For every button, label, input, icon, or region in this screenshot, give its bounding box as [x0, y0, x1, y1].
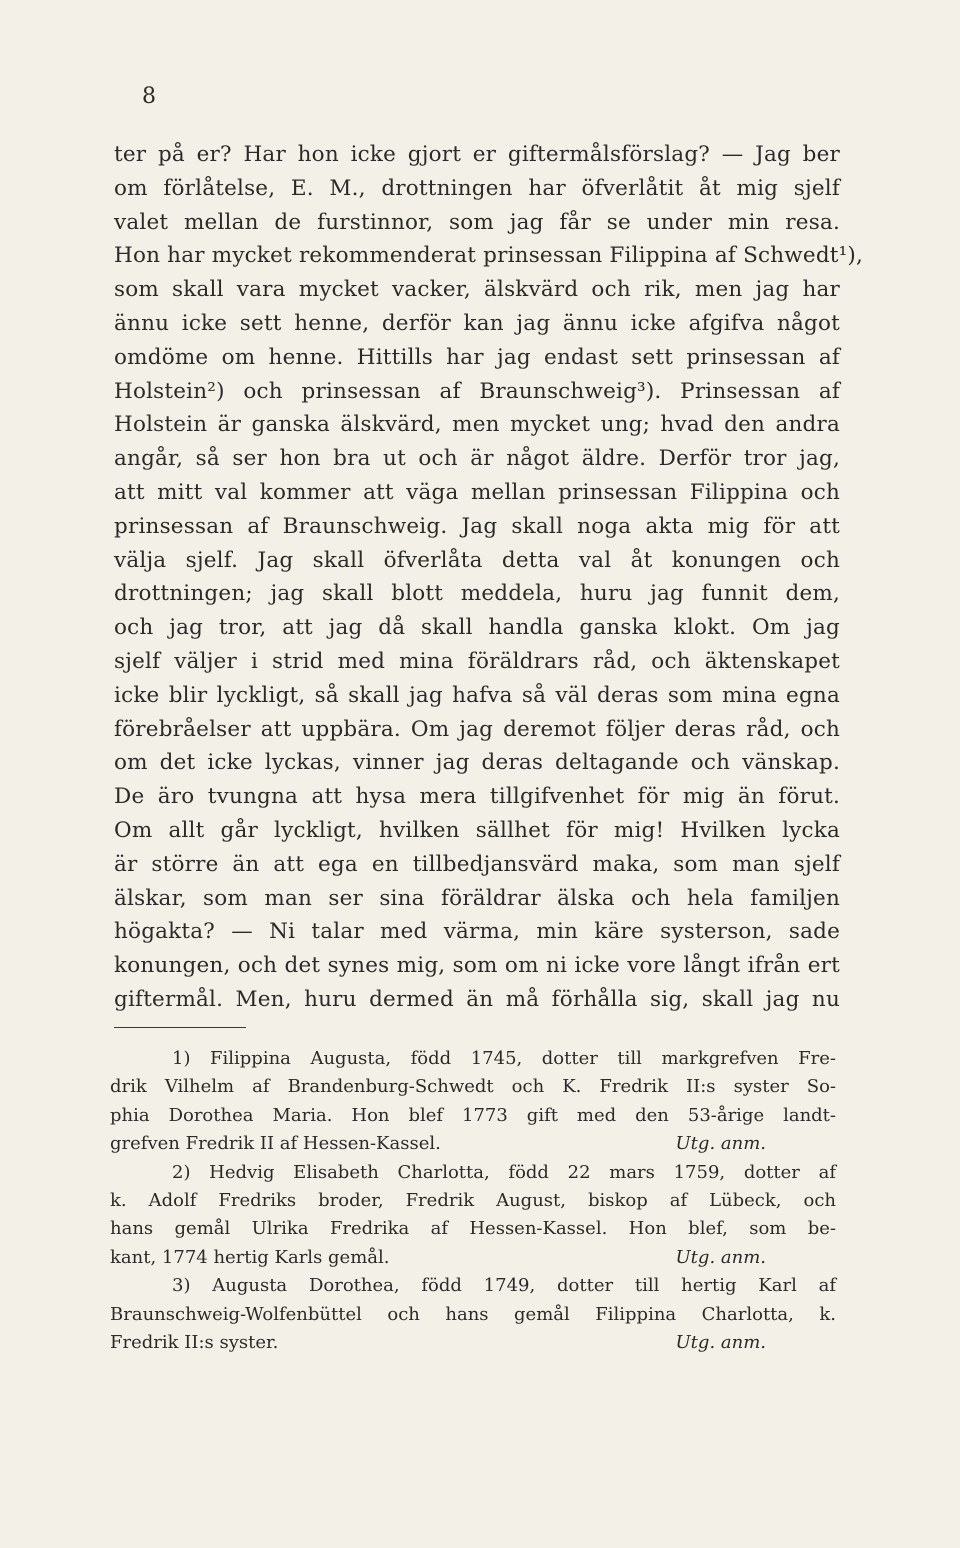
body-line: välja sjelf. Jag skall öfverlåta detta val åt konungen och	[114, 547, 840, 573]
footnote-text: grefven Fredrik II af Hessen-Kassel.	[110, 1133, 441, 1155]
footnote-line	[110, 1130, 836, 1158]
editor-note: Utg. anm.	[675, 1246, 766, 1268]
body-line: att mitt val kommer att väga mellan prinsessan Filippina och	[114, 479, 840, 505]
body-line: som skall vara mycket vacker, älskvärd och rik, men jag har	[114, 277, 840, 303]
footnote-divider	[114, 1027, 246, 1028]
body-line: Hon har mycket rekommenderat prinsessan Filippina af Schwedt¹),	[114, 243, 864, 269]
footnote-3	[110, 1272, 836, 1357]
footnote-line: k. Adolf Fredriks broder, Fredrik August, biskop af Lübeck, och	[110, 1189, 836, 1211]
body-line: och jag tror, att jag då skall handla ganska klokt. Om jag	[114, 615, 840, 641]
body-line: konungen, och det synes mig, som om ni icke vore långt ifrån ert	[114, 953, 840, 979]
body-line: Holstein är ganska älskvärd, men mycket ung; hvad den andra	[114, 412, 840, 438]
footnote-line: Braunschweig-Wolfenbüttel och hans gemål Filippina Charlotta, k.	[110, 1303, 836, 1325]
body-line: högakta? — Ni talar med värma, min käre systerson, sade	[114, 919, 840, 945]
footnote-line: drik Vilhelm af Brandenburg-Schwedt och K. Fredrik II:s syster So-	[110, 1076, 836, 1098]
body-line: Om allt går lyckligt, hvilken sällhet för mig! Hvilken lycka	[114, 817, 840, 843]
body-line: förebråelser att uppbära. Om jag deremot följer deras råd, och	[114, 716, 840, 742]
body-line: valet mellan de furstinnor, som jag får se under min resa.	[114, 209, 840, 235]
body-line: Holstein²) och prinsessan af Braunschweig³). Prinsessan af	[114, 378, 840, 404]
editor-note: Utg. anm.	[675, 1133, 766, 1155]
footnote-text: Fredrik II:s syster.	[110, 1331, 279, 1353]
body-line: älskar, som man ser sina föräldrar älska och hela familjen	[114, 885, 840, 911]
body-text	[114, 138, 864, 1017]
body-line: ännu icke sett henne, derför kan jag ännu icke afgifva något	[114, 310, 840, 336]
body-line: angår, så ser hon bra ut och är något äldre. Derför tror jag,	[114, 446, 840, 472]
footnote-1	[110, 1045, 836, 1159]
footnote-line: 3) Augusta Dorothea, född 1749, dotter till hertig Karl af	[172, 1275, 836, 1297]
body-line: omdöme om henne. Hittills har jag endast sett prinsessan af	[114, 344, 840, 370]
body-line: drottningen; jag skall blott meddela, huru jag funnit dem,	[114, 581, 840, 607]
body-line: prinsessan af Braunschweig. Jag skall noga akta mig för att	[114, 513, 840, 539]
body-line: är större än att ega en tillbedjansvärd maka, som man sjelf	[114, 851, 840, 877]
footnote-line	[110, 1329, 836, 1357]
footnote-line: 1) Filippina Augusta, född 1745, dotter till markgrefven Fre-	[172, 1048, 836, 1069]
footnote-line: hans gemål Ulrika Fredrika af Hessen-Kassel. Hon blef, som be-	[110, 1218, 836, 1240]
editor-note: Utg. anm.	[675, 1331, 766, 1353]
footnote-2	[110, 1159, 836, 1273]
footnote-text: kant, 1774 hertig Karls gemål.	[110, 1246, 390, 1268]
body-line: om det icke lyckas, vinner jag deras deltagande och vänskap.	[114, 750, 840, 776]
footnote-line	[110, 1244, 836, 1272]
body-line: om förlåtelse, E. M., drottningen har öfverlåtit åt mig sjelf	[114, 175, 840, 201]
footnotes	[110, 1045, 836, 1357]
body-line: sjelf väljer i strid med mina föräldrars råd, och äktenskapet	[114, 648, 840, 674]
body-line: giftermål. Men, huru dermed än må förhålla sig, skall jag nu	[114, 986, 840, 1012]
page-number: 8	[142, 84, 157, 109]
body-line: ter på er? Har hon icke gjort er giftermålsförslag? — Jag ber	[114, 142, 840, 167]
footnote-line: phia Dorothea Maria. Hon blef 1773 gift med den 53-årige landt-	[110, 1104, 836, 1126]
body-line: De äro tvungna att hysa mera tillgifvenhet för mig än förut.	[114, 784, 840, 810]
footnote-line: 2) Hedvig Elisabeth Charlotta, född 22 mars 1759, dotter af	[172, 1161, 836, 1183]
body-line: icke blir lyckligt, så skall jag hafva så väl deras som mina egna	[114, 682, 840, 708]
